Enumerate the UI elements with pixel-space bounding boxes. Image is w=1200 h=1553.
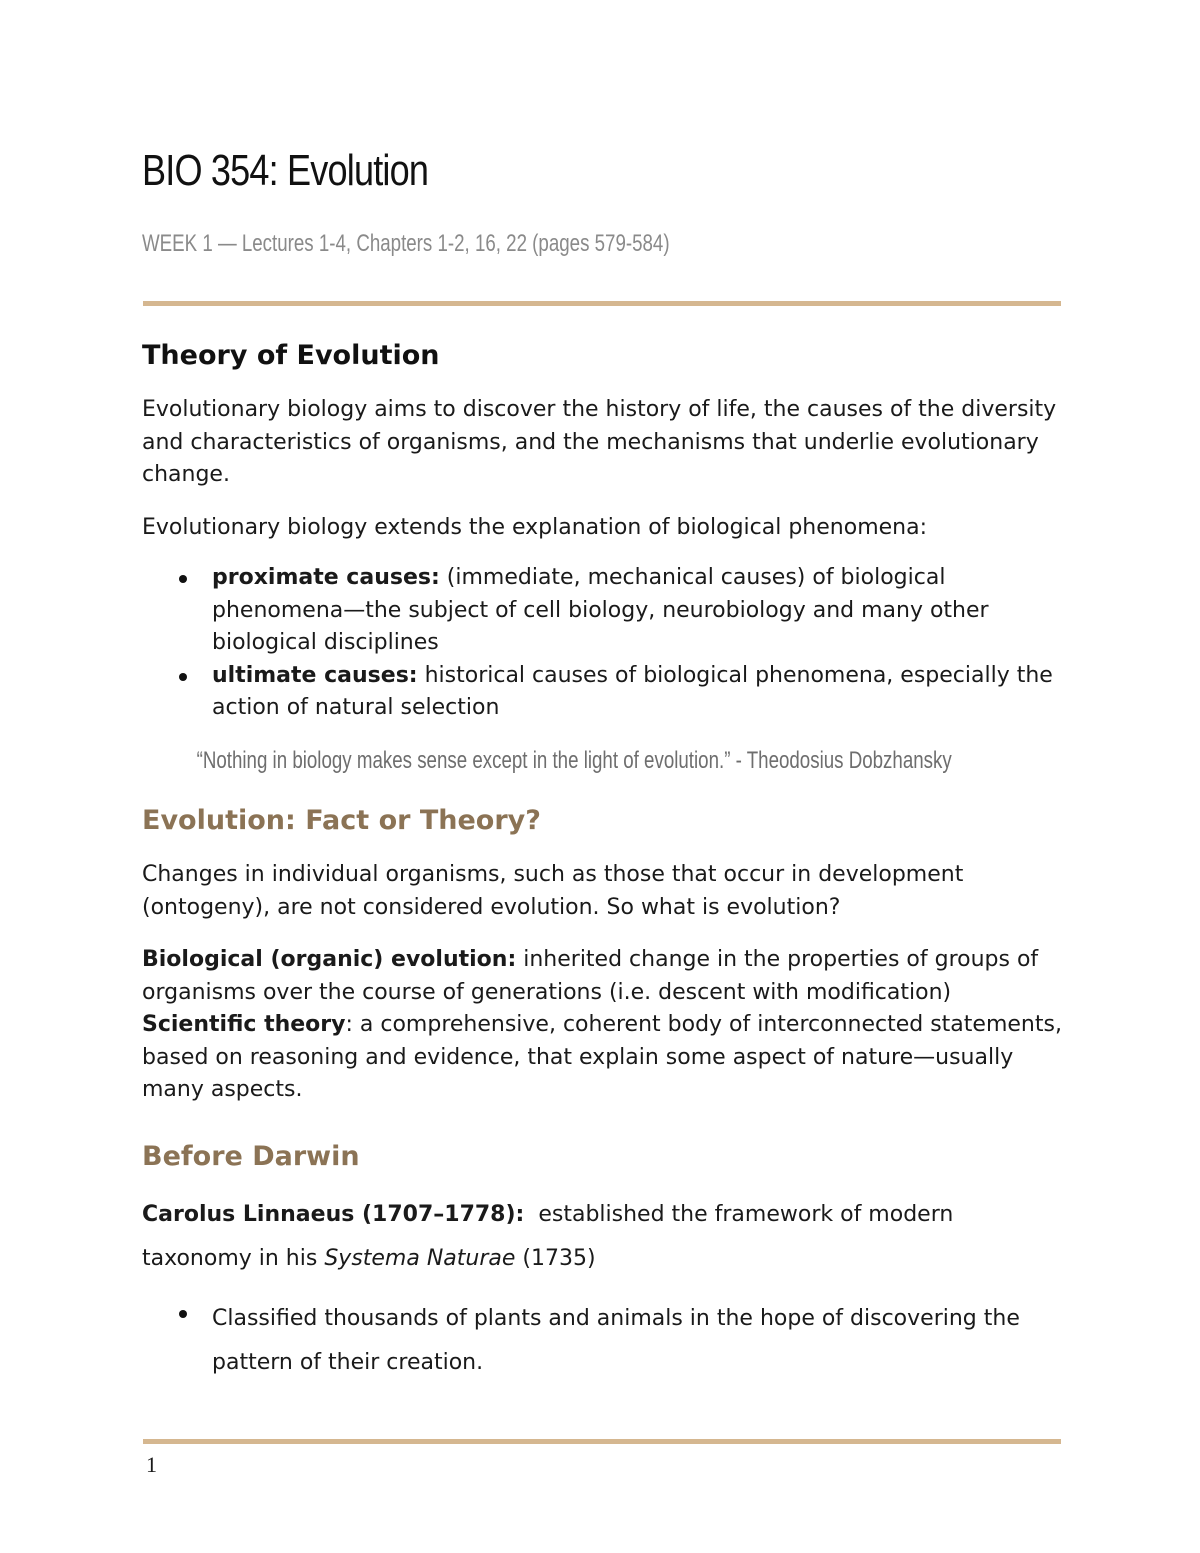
list-item-proximate (142, 562, 1062, 660)
term-linnaeus: Carolus Linnaeus (1707–1778): (142, 1201, 525, 1227)
term-proximate: proximate causes: (212, 565, 440, 590)
term-biological-evolution: Biological (organic) evolution: (142, 947, 517, 972)
causes-list (142, 562, 1062, 725)
heading-fact-or-theory: Evolution: Fact or Theory? (142, 805, 541, 836)
systema-naturae-title: Systema Naturae (324, 1245, 516, 1271)
linnaeus-paragraph (142, 1193, 1062, 1281)
text-linnaeus-a: established the framework of modern taxonomy in his (142, 1201, 961, 1271)
document-subtitle: WEEK 1 — Lectures 1-4, Chapters 1-2, 16, 22 (pages 579-584) (142, 230, 670, 257)
text-scientific-theory: : a comprehensive, coherent body of interconnected statements, based on reasoning and evidence, that explain some aspect of nature—usually many aspects. (142, 1012, 1062, 1102)
definitions-paragraph (142, 944, 1062, 1107)
text-biological-evolution: inherited change in the properties of groups of organisms over the course of generations (i.e. descent with modification) (142, 947, 1039, 1005)
linnaeus-list (142, 1297, 1062, 1385)
fact-paragraph-1: Changes in individual organisms, such as those that occur in development (ontogeny), are not considered evolution. So what is evolution? (142, 862, 964, 920)
dobzhansky-quote: “Nothing in biology makes sense except in the light of evolution.” - Theodosius Dobzhansky (196, 746, 952, 774)
list-item-ultimate (142, 660, 1062, 725)
document-title: BIO 354: Evolution (142, 146, 429, 195)
text-proximate: (immediate, mechanical causes) of biological phenomena—the subject of cell biology, neurobiology and many other biological disciplines (212, 565, 989, 655)
text-ultimate: historical causes of biological phenomena, especially the action of natural selection (212, 662, 1053, 720)
theory-paragraph-2: Evolutionary biology extends the explanation of biological phenomena: (142, 514, 927, 540)
text-linnaeus-b: (1735) (515, 1245, 596, 1271)
term-ultimate: ultimate causes: (212, 662, 418, 688)
heading-theory-of-evolution: Theory of Evolution (142, 340, 440, 371)
top-divider (143, 301, 1061, 306)
list-item-classified: Classified thousands of plants and animals in the hope of discovering the pattern of their creation. (142, 1297, 1062, 1385)
footer-divider (143, 1439, 1061, 1444)
document-body (142, 336, 1062, 1385)
heading-before-darwin: Before Darwin (142, 1140, 360, 1172)
page-number: 1 (146, 1452, 157, 1477)
theory-paragraph-1: Evolutionary biology aims to discover the history of life, the causes of the diversity and characteristics of organisms, and the mechanisms that underlie evolutionary change. (142, 397, 1057, 487)
term-scientific-theory: Scientific theory (142, 1012, 346, 1037)
